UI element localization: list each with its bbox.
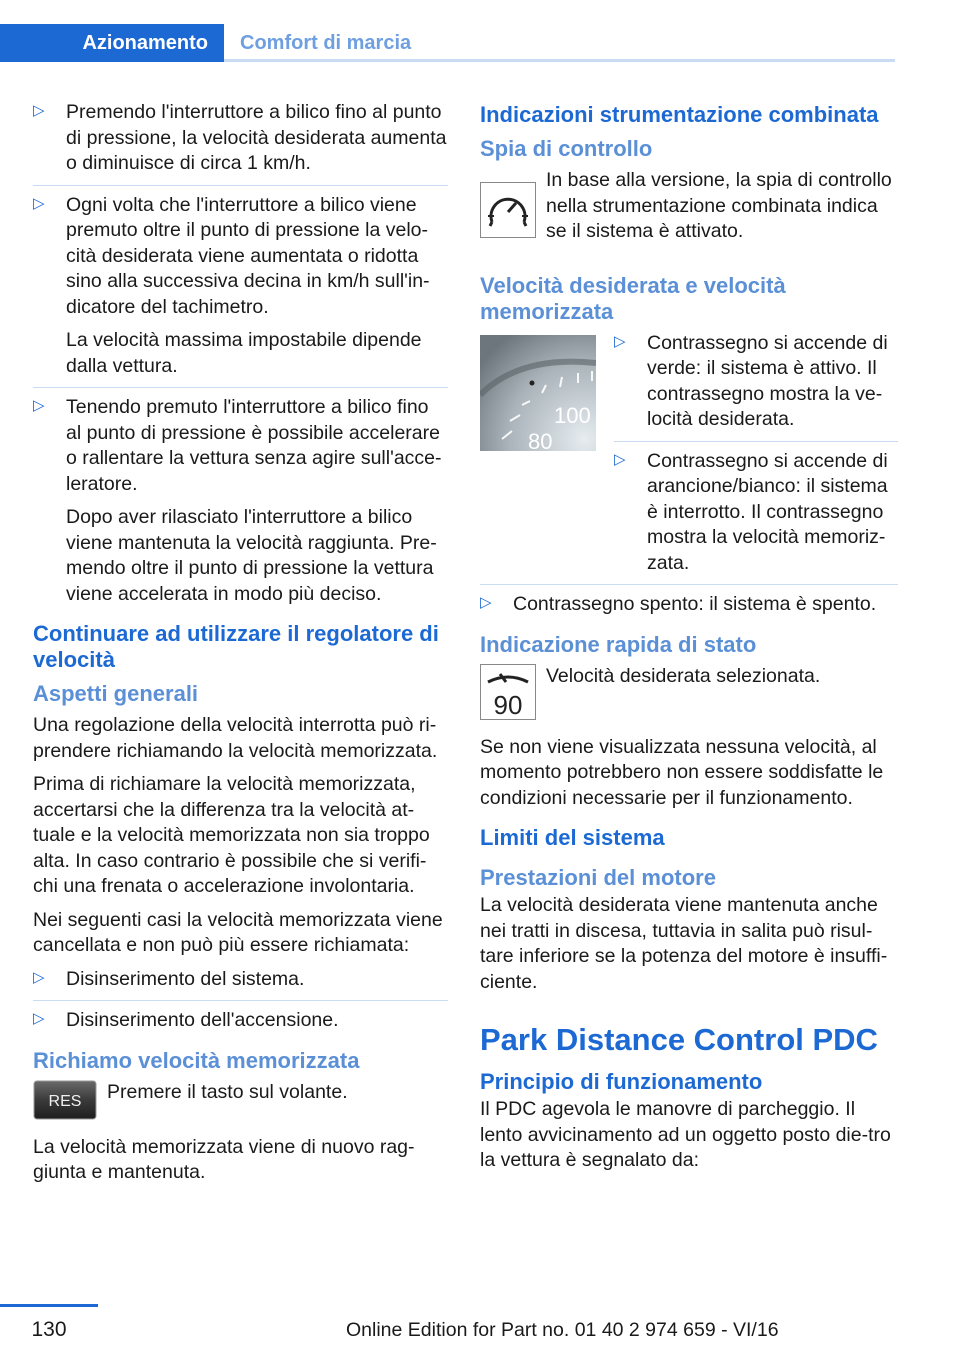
footer-rule bbox=[0, 1304, 98, 1307]
bullet-text: Contrassegno spento: il sistema è spento. bbox=[513, 593, 877, 615]
subheading-lamp: Spia di controllo bbox=[480, 136, 653, 161]
paragraph: La velocità desiderata viene mantenuta anche nei tratti in discesa, tuttavia in salita può risul‐tare inferiore se la potenza del motore è insuffi‐ciente. bbox=[480, 894, 888, 993]
paragraph: Se non viene visualizzata nessuna velocità, al momento potrebbero non essere soddisfatte le condizioni necessarie per il funzionamento. bbox=[480, 735, 884, 809]
bullet-triangle-icon: ▷ bbox=[33, 102, 45, 119]
tab-comfort-di-marcia[interactable]: Comfort di marcia bbox=[240, 32, 412, 54]
page-number: 130 bbox=[31, 1318, 67, 1341]
subheading-engine: Prestazioni del motore bbox=[480, 865, 716, 890]
cruise-control-lamp-icon bbox=[480, 182, 536, 243]
subheading-speed: Velocità desiderata e velocità memorizzata bbox=[480, 272, 786, 324]
bullet-triangle-icon: ▷ bbox=[33, 968, 45, 986]
lamp-text: In base alla versione, la spia di controllo nella strumentazione combinata indica se il sistema è attivato. bbox=[546, 169, 892, 242]
status-icon-number: 90 bbox=[493, 689, 523, 720]
paragraph: Una regolazione della velocità interrotta può ri‐prendere richiamando la velocità memorizzata. bbox=[33, 714, 438, 762]
recall-text: Premere il tasto sul volante. bbox=[107, 1080, 348, 1103]
divider bbox=[33, 387, 448, 388]
bullet-text: Premendo l'interruttore a bilico fino al punto di pressione, la velocità desiderata aumenta o diminuisce di circa 1 km/h. bbox=[66, 101, 447, 174]
divider bbox=[480, 584, 898, 585]
gauge-label-80: 80 bbox=[528, 428, 553, 451]
speedometer-image bbox=[480, 335, 596, 456]
bullet-note: La velocità massima impostabile dipende dalla vettura. bbox=[66, 329, 422, 377]
speed-bullets bbox=[614, 331, 898, 585]
list-item bbox=[614, 449, 898, 577]
paragraph: Prima di richiamare la velocità memorizzata, accertarsi che la differenza tra la velocità at‐tuale e la velocità memorizzata non sia troppo alta. In caso contrario è possibile che si verifi‐chi una frenata o accelerazione involontaria. bbox=[33, 773, 430, 897]
bullet-triangle-icon: ▷ bbox=[33, 1010, 45, 1027]
list-item bbox=[33, 395, 448, 607]
bullet-text: Ogni volta che l'interruttore a bilico viene premuto oltre il punto di pressione la velo‐cità desiderata viene aumentata o ridotta sino alla successiva decina in km/h sull'in‐dicatore del tachimetro. bbox=[66, 193, 430, 318]
gauge-label-100: 100 bbox=[554, 402, 591, 428]
paragraph: Nei seguenti casi la velocità memorizzata viene cancellata e non può più essere richiamata: bbox=[33, 908, 443, 956]
list-item bbox=[614, 331, 898, 433]
list-item bbox=[480, 592, 898, 618]
subheading-recall: Richiamo velocità memorizzata bbox=[33, 1047, 360, 1073]
list-item bbox=[33, 1008, 448, 1034]
bullet-triangle-icon: ▷ bbox=[33, 194, 45, 212]
paragraph: La velocità memorizzata viene di nuovo rag‐giunta e mantenuta. bbox=[33, 1135, 415, 1183]
bullet-triangle-icon: ▷ bbox=[33, 397, 45, 414]
bullet-triangle-icon: ▷ bbox=[614, 450, 626, 468]
section-heading-principle: Principio di funzionamento bbox=[480, 1069, 763, 1094]
section-heading-continue: Continuare ad utilizzare il regolatore di velocità bbox=[33, 621, 439, 672]
header-rule bbox=[224, 59, 895, 62]
bullet-text: Contrassegno si accende di verde: il sistema è attivo. Il contrassegno mostra la ve‐locità desiderata. bbox=[647, 331, 888, 430]
bullet-note: Dopo aver rilasciato l'interruttore a bilico viene mantenuta la velocità raggiunta. Pre‐mendo oltre il punto di pressione la vettura viene accelerata in modo più deciso. bbox=[66, 506, 437, 605]
bullet-text: Disinserimento del sistema. bbox=[66, 967, 305, 990]
paragraph: Il PDC agevola le manovre di parcheggio. Il lento avvicinamento ad un oggetto posto die‐tro la vettura è segnalato da: bbox=[480, 1098, 891, 1171]
left-column bbox=[33, 100, 448, 1194]
right-column bbox=[480, 100, 898, 1182]
list-item bbox=[33, 967, 448, 993]
list-item bbox=[33, 100, 448, 177]
subheading-general: Aspetti generali bbox=[33, 681, 199, 706]
page-header bbox=[0, 0, 960, 66]
chapter-title-pdc: Park Distance Control PDC bbox=[480, 1022, 878, 1057]
recall-row bbox=[33, 1080, 448, 1125]
bullet-triangle-icon: ▷ bbox=[614, 332, 626, 350]
bullet-text: Disinserimento dell'accensione. bbox=[66, 1009, 339, 1031]
bullet-text: Contrassegno si accende di arancione/bianco: il sistema è interrotto. Il contrassegno mostra la velocità memoriz‐zata. bbox=[647, 449, 888, 574]
list-item bbox=[33, 193, 448, 380]
res-label: RES bbox=[48, 1092, 82, 1110]
divider bbox=[614, 441, 898, 442]
speed-status-icon bbox=[480, 664, 536, 725]
section-heading-limits: Limiti del sistema bbox=[480, 825, 665, 850]
quick-text: Velocità desiderata selezionata. bbox=[546, 664, 821, 687]
bullet-triangle-icon: ▷ bbox=[480, 594, 492, 611]
divider bbox=[33, 1000, 448, 1001]
lamp-row bbox=[480, 168, 898, 253]
speed-row bbox=[480, 331, 898, 585]
tab-azionamento[interactable]: Azionamento bbox=[0, 24, 224, 62]
divider bbox=[33, 185, 448, 186]
quick-row bbox=[480, 664, 898, 725]
bullet-text: Tenendo premuto l'interruttore a bilico fino al punto di pressione è possibile accelerare o rallentare la vettura senza agire sull'acce‐leratore. bbox=[66, 396, 442, 495]
subheading-quick-status: Indicazione rapida di stato bbox=[480, 631, 757, 657]
res-button-icon bbox=[33, 1080, 97, 1125]
edition-text: Online Edition for Part no. 01 40 2 974 659 - VI/16 bbox=[346, 1319, 779, 1341]
section-heading-indicators: Indicazioni strumentazione combinata bbox=[480, 102, 879, 127]
